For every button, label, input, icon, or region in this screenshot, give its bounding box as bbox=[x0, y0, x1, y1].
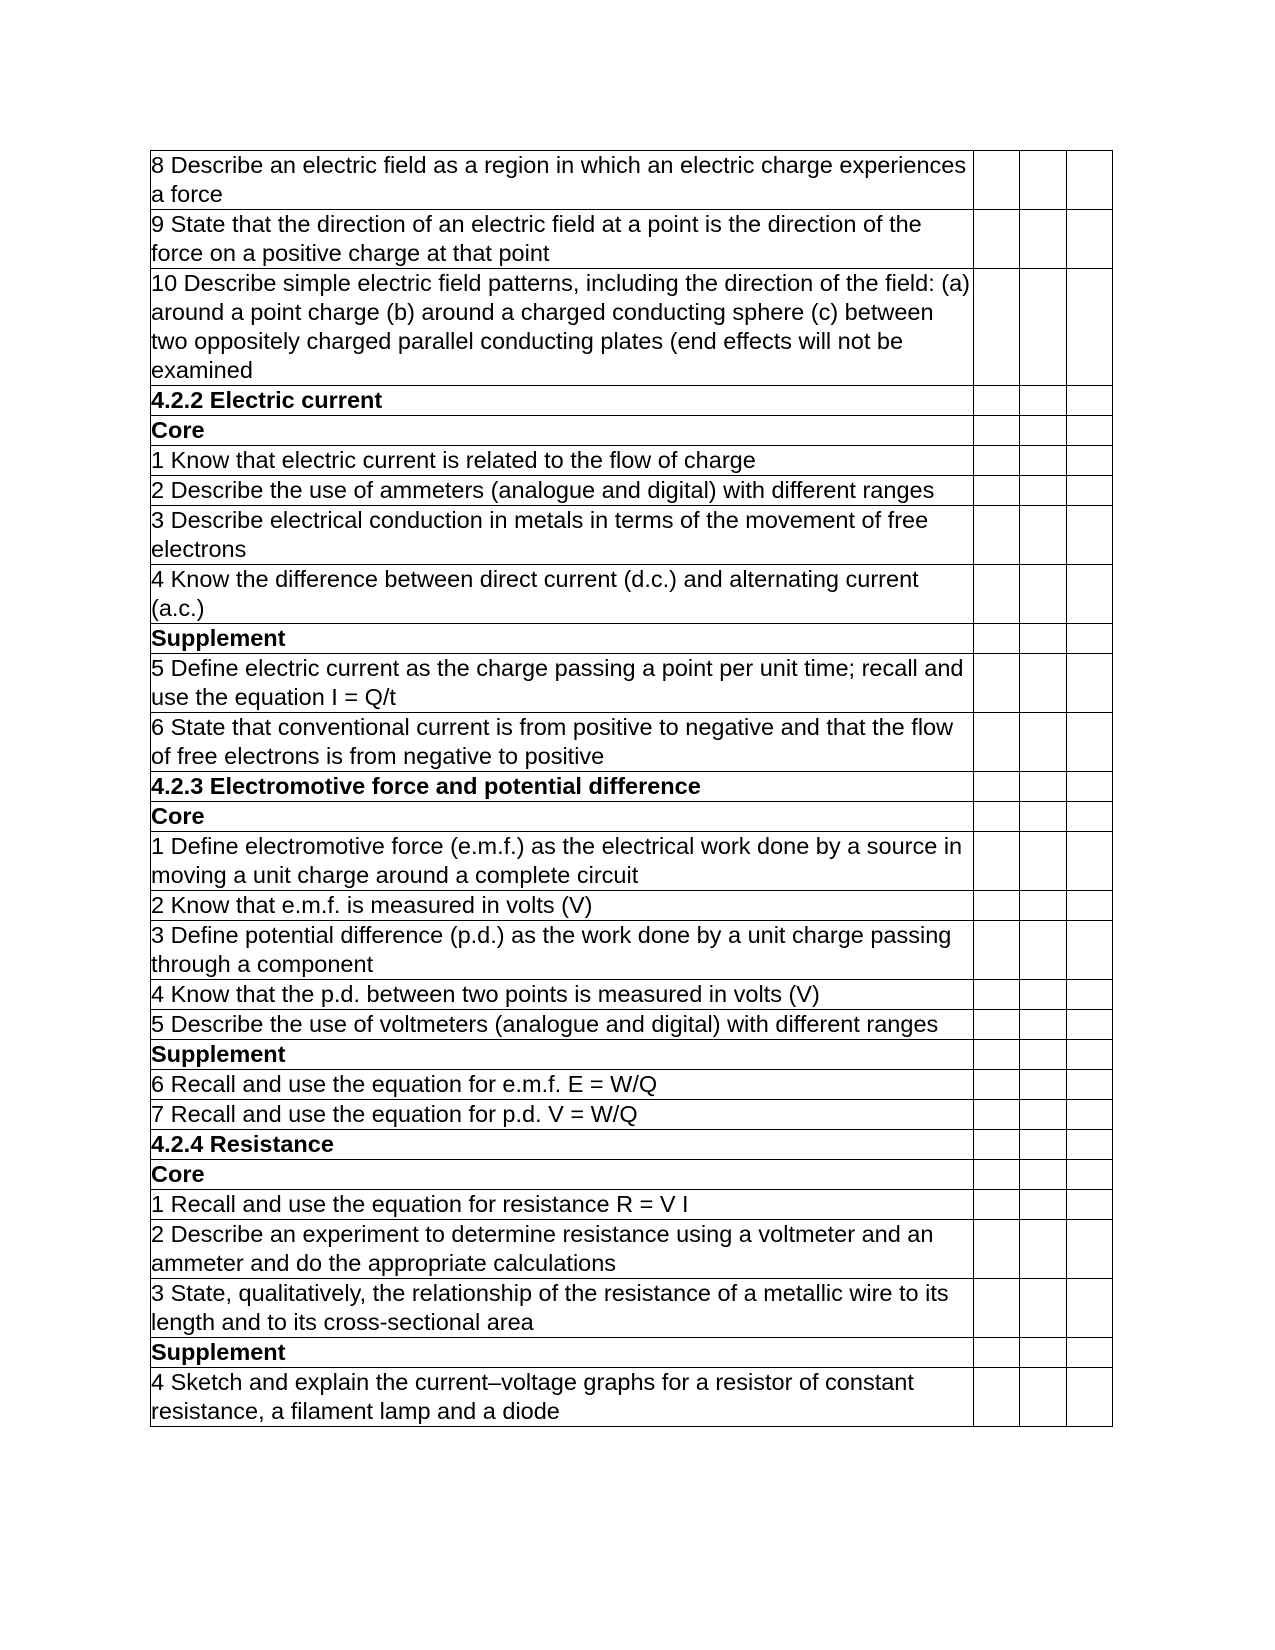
tick-box-1[interactable] bbox=[973, 891, 1019, 921]
tick-box-3[interactable] bbox=[1066, 1100, 1112, 1130]
tick-box-1[interactable] bbox=[973, 624, 1019, 654]
tick-box-2[interactable] bbox=[1020, 772, 1066, 802]
checklist-item-text: 2 Describe the use of ammeters (analogue and digital) with different ranges bbox=[151, 476, 974, 506]
checklist-item-text: 3 State, qualitatively, the relationship of the resistance of a metallic wire to its length and to its cross-sectional area bbox=[151, 1279, 974, 1338]
tick-box-1[interactable] bbox=[973, 151, 1019, 210]
tick-box-1[interactable] bbox=[973, 476, 1019, 506]
section-heading-text: Core bbox=[151, 416, 974, 446]
tick-box-2[interactable] bbox=[1020, 1220, 1066, 1279]
section-heading-row bbox=[151, 624, 1113, 654]
tick-box-2[interactable] bbox=[1020, 506, 1066, 565]
tick-box-2[interactable] bbox=[1020, 654, 1066, 713]
checklist-item-row bbox=[151, 1220, 1113, 1279]
checklist-body bbox=[151, 151, 1113, 1427]
tick-box-1[interactable] bbox=[973, 446, 1019, 476]
checklist-item-row bbox=[151, 980, 1113, 1010]
section-heading-row bbox=[151, 1040, 1113, 1070]
section-heading-row bbox=[151, 1160, 1113, 1190]
section-heading-row bbox=[151, 1338, 1113, 1368]
tick-box-2[interactable] bbox=[1020, 1100, 1066, 1130]
section-heading-text: 4.2.4 Resistance bbox=[151, 1130, 974, 1160]
section-heading-text: 4.2.2 Electric current bbox=[151, 386, 974, 416]
tick-box-1[interactable] bbox=[973, 772, 1019, 802]
section-heading-row bbox=[151, 416, 1113, 446]
tick-box-3[interactable] bbox=[1066, 1070, 1112, 1100]
tick-box-1[interactable] bbox=[973, 832, 1019, 891]
tick-box-2[interactable] bbox=[1020, 1070, 1066, 1100]
tick-box-2[interactable] bbox=[1020, 210, 1066, 269]
tick-box-3[interactable] bbox=[1066, 269, 1112, 386]
checklist-item-row bbox=[151, 1070, 1113, 1100]
checklist-item-row bbox=[151, 891, 1113, 921]
checklist-item-row bbox=[151, 654, 1113, 713]
tick-box-2[interactable] bbox=[1020, 832, 1066, 891]
tick-box-1[interactable] bbox=[973, 416, 1019, 446]
tick-box-1[interactable] bbox=[973, 565, 1019, 624]
tick-box-3[interactable] bbox=[1066, 1279, 1112, 1338]
tick-box-2[interactable] bbox=[1020, 1338, 1066, 1368]
checklist-item-text: 4 Know that the p.d. between two points is measured in volts (V) bbox=[151, 980, 974, 1010]
tick-box-2[interactable] bbox=[1020, 1190, 1066, 1220]
tick-box-2[interactable] bbox=[1020, 891, 1066, 921]
tick-box-1[interactable] bbox=[973, 1070, 1019, 1100]
tick-box-2[interactable] bbox=[1020, 624, 1066, 654]
tick-box-1[interactable] bbox=[973, 980, 1019, 1010]
checklist-item-row bbox=[151, 446, 1113, 476]
checklist-item-text: 5 Define electric current as the charge passing a point per unit time; recall and use the equation I = Q/t bbox=[151, 654, 974, 713]
checklist-item-text: 10 Describe simple electric field patterns, including the direction of the field: (a) around a point charge (b) around a charged conducting sphere (c) between two oppositely charged parallel conducting plates (end effects will not be examined bbox=[151, 269, 974, 386]
section-heading-text: Core bbox=[151, 1160, 974, 1190]
tick-box-2[interactable] bbox=[1020, 1040, 1066, 1070]
checklist-item-row bbox=[151, 921, 1113, 980]
checklist-item-text: 1 Recall and use the equation for resistance R = V I bbox=[151, 1190, 974, 1220]
tick-box-3[interactable] bbox=[1066, 210, 1112, 269]
checklist-item-row bbox=[151, 269, 1113, 386]
checklist-item-row bbox=[151, 1100, 1113, 1130]
tick-box-3[interactable] bbox=[1066, 151, 1112, 210]
checklist-item-row bbox=[151, 151, 1113, 210]
tick-box-3[interactable] bbox=[1066, 446, 1112, 476]
tick-box-1[interactable] bbox=[973, 1338, 1019, 1368]
checklist-item-row bbox=[151, 1010, 1113, 1040]
tick-box-2[interactable] bbox=[1020, 802, 1066, 832]
tick-box-3[interactable] bbox=[1066, 980, 1112, 1010]
section-heading-text: Supplement bbox=[151, 624, 974, 654]
tick-box-3[interactable] bbox=[1066, 832, 1112, 891]
checklist-item-text: 7 Recall and use the equation for p.d. V = W/Q bbox=[151, 1100, 974, 1130]
checklist-item-text: 3 Describe electrical conduction in metals in terms of the movement of free electrons bbox=[151, 506, 974, 565]
tick-box-1[interactable] bbox=[973, 921, 1019, 980]
tick-box-1[interactable] bbox=[973, 1368, 1019, 1427]
tick-box-2[interactable] bbox=[1020, 1160, 1066, 1190]
tick-box-3[interactable] bbox=[1066, 891, 1112, 921]
tick-box-3[interactable] bbox=[1066, 1190, 1112, 1220]
tick-box-3[interactable] bbox=[1066, 1220, 1112, 1279]
checklist-item-text: 6 State that conventional current is from positive to negative and that the flow of free electrons is from negative to positive bbox=[151, 713, 974, 772]
tick-box-3[interactable] bbox=[1066, 802, 1112, 832]
section-heading-text: Supplement bbox=[151, 1338, 974, 1368]
checklist-item-text: 6 Recall and use the equation for e.m.f. E = W/Q bbox=[151, 1070, 974, 1100]
tick-box-2[interactable] bbox=[1020, 416, 1066, 446]
tick-box-3[interactable] bbox=[1066, 1338, 1112, 1368]
tick-box-1[interactable] bbox=[973, 1160, 1019, 1190]
tick-box-1[interactable] bbox=[973, 506, 1019, 565]
checklist-item-text: 1 Define electromotive force (e.m.f.) as the electrical work done by a source in moving a unit charge around a complete circuit bbox=[151, 832, 974, 891]
tick-box-1[interactable] bbox=[973, 1040, 1019, 1070]
checklist-item-text: 4 Sketch and explain the current–voltage graphs for a resistor of constant resistance, a filament lamp and a diode bbox=[151, 1368, 974, 1427]
tick-box-2[interactable] bbox=[1020, 476, 1066, 506]
tick-box-1[interactable] bbox=[973, 269, 1019, 386]
tick-box-3[interactable] bbox=[1066, 416, 1112, 446]
tick-box-2[interactable] bbox=[1020, 1279, 1066, 1338]
tick-box-2[interactable] bbox=[1020, 1130, 1066, 1160]
tick-box-3[interactable] bbox=[1066, 1040, 1112, 1070]
section-heading-row bbox=[151, 1130, 1113, 1160]
tick-box-1[interactable] bbox=[973, 713, 1019, 772]
tick-box-2[interactable] bbox=[1020, 446, 1066, 476]
tick-box-3[interactable] bbox=[1066, 713, 1112, 772]
checklist-item-text: 4 Know the difference between direct current (d.c.) and alternating current (a.c.) bbox=[151, 565, 974, 624]
tick-box-1[interactable] bbox=[973, 654, 1019, 713]
checklist-item-row bbox=[151, 476, 1113, 506]
tick-box-2[interactable] bbox=[1020, 269, 1066, 386]
checklist-item-row bbox=[151, 565, 1113, 624]
tick-box-1[interactable] bbox=[973, 1010, 1019, 1040]
tick-box-2[interactable] bbox=[1020, 980, 1066, 1010]
section-heading-text: Supplement bbox=[151, 1040, 974, 1070]
checklist-item-row bbox=[151, 506, 1113, 565]
tick-box-2[interactable] bbox=[1020, 1368, 1066, 1427]
section-heading-text: 4.2.3 Electromotive force and potential difference bbox=[151, 772, 974, 802]
tick-box-1[interactable] bbox=[973, 1190, 1019, 1220]
checklist-item-row bbox=[151, 210, 1113, 269]
checklist-item-text: 2 Know that e.m.f. is measured in volts (V) bbox=[151, 891, 974, 921]
checklist-item-text: 8 Describe an electric field as a region in which an electric charge experiences a force bbox=[151, 151, 974, 210]
checklist-table bbox=[150, 150, 1113, 1427]
tick-box-3[interactable] bbox=[1066, 386, 1112, 416]
section-heading-row bbox=[151, 386, 1113, 416]
tick-box-3[interactable] bbox=[1066, 1160, 1112, 1190]
tick-box-2[interactable] bbox=[1020, 921, 1066, 980]
checklist-item-text: 1 Know that electric current is related to the flow of charge bbox=[151, 446, 974, 476]
checklist-item-text: 3 Define potential difference (p.d.) as the work done by a unit charge passing through a component bbox=[151, 921, 974, 980]
checklist-item-text: 9 State that the direction of an electric field at a point is the direction of the force on a positive charge at that point bbox=[151, 210, 974, 269]
tick-box-3[interactable] bbox=[1066, 654, 1112, 713]
tick-box-3[interactable] bbox=[1066, 506, 1112, 565]
checklist-item-row bbox=[151, 1368, 1113, 1427]
tick-box-2[interactable] bbox=[1020, 565, 1066, 624]
tick-box-1[interactable] bbox=[973, 386, 1019, 416]
tick-box-1[interactable] bbox=[973, 1100, 1019, 1130]
tick-box-1[interactable] bbox=[973, 210, 1019, 269]
tick-box-1[interactable] bbox=[973, 1279, 1019, 1338]
tick-box-3[interactable] bbox=[1066, 1010, 1112, 1040]
section-heading-text: Core bbox=[151, 802, 974, 832]
tick-box-2[interactable] bbox=[1020, 713, 1066, 772]
tick-box-3[interactable] bbox=[1066, 565, 1112, 624]
tick-box-1[interactable] bbox=[973, 1130, 1019, 1160]
tick-box-3[interactable] bbox=[1066, 921, 1112, 980]
tick-box-3[interactable] bbox=[1066, 476, 1112, 506]
checklist-item-row bbox=[151, 832, 1113, 891]
section-heading-row bbox=[151, 772, 1113, 802]
checklist-item-row bbox=[151, 1279, 1113, 1338]
tick-box-2[interactable] bbox=[1020, 1010, 1066, 1040]
checklist-item-text: 2 Describe an experiment to determine resistance using a voltmeter and an ammeter and do the appropriate calculations bbox=[151, 1220, 974, 1279]
section-heading-row bbox=[151, 802, 1113, 832]
tick-box-1[interactable] bbox=[973, 802, 1019, 832]
tick-box-2[interactable] bbox=[1020, 386, 1066, 416]
tick-box-3[interactable] bbox=[1066, 772, 1112, 802]
checklist-item-text: 5 Describe the use of voltmeters (analogue and digital) with different ranges bbox=[151, 1010, 974, 1040]
tick-box-3[interactable] bbox=[1066, 624, 1112, 654]
tick-box-3[interactable] bbox=[1066, 1130, 1112, 1160]
checklist-item-row bbox=[151, 1190, 1113, 1220]
checklist-item-row bbox=[151, 713, 1113, 772]
tick-box-2[interactable] bbox=[1020, 151, 1066, 210]
tick-box-3[interactable] bbox=[1066, 1368, 1112, 1427]
tick-box-1[interactable] bbox=[973, 1220, 1019, 1279]
